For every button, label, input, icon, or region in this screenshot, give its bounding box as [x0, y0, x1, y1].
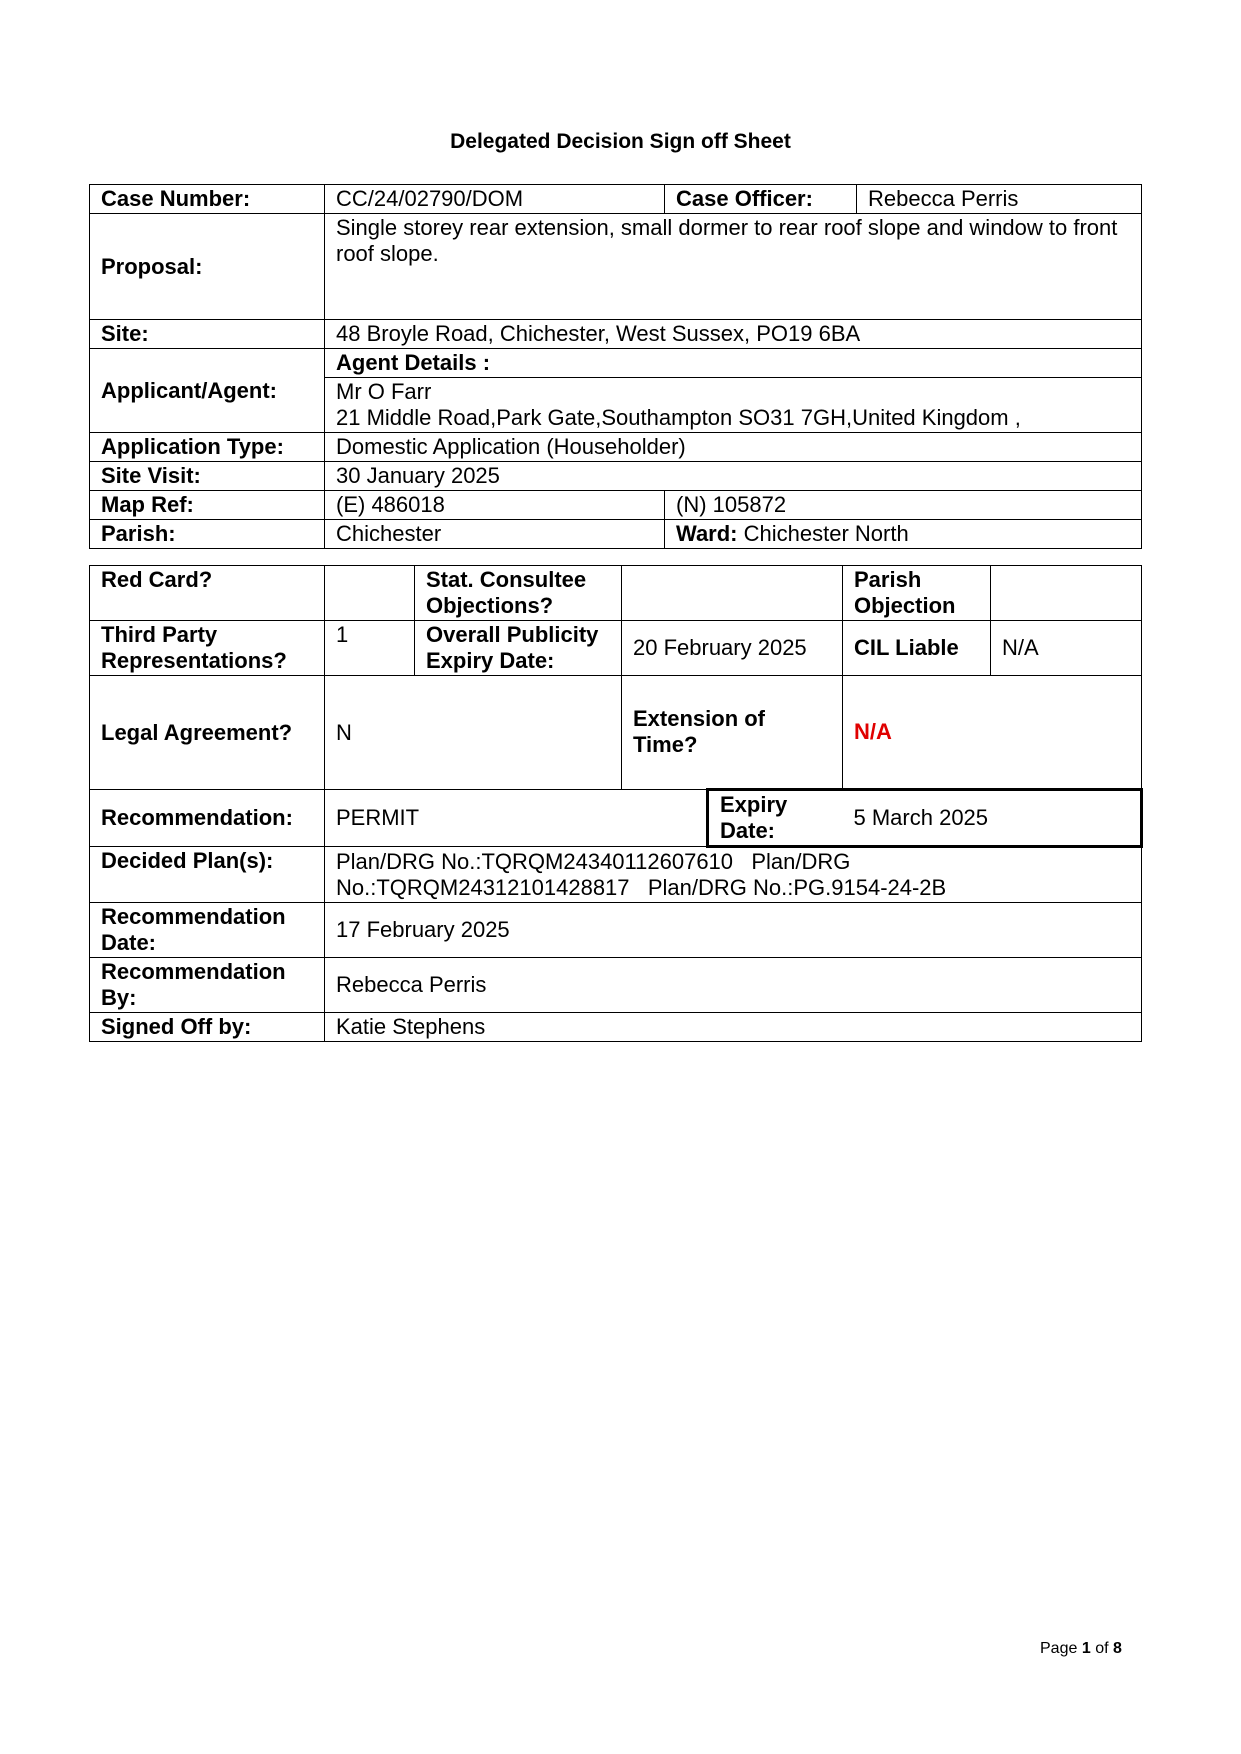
page-current: 1	[1081, 1640, 1091, 1657]
expiry-label: Expiry Date:	[708, 790, 843, 847]
recommendation-value: PERMIT	[325, 790, 708, 847]
case-number-value: CC/24/02790/DOM	[325, 185, 665, 214]
map-ref-northing: (N) 105872	[665, 491, 1142, 520]
parish-label: Parish:	[90, 520, 325, 549]
proposal-value: Single storey rear extension, small dormer to rear roof slope and window to front roof slope.	[325, 214, 1142, 320]
legal-agreement-label: Legal Agreement?	[90, 676, 325, 790]
map-ref-label: Map Ref:	[90, 491, 325, 520]
recommendation-date-value: 17 February 2025	[325, 903, 1142, 958]
extension-value: N/A	[843, 676, 1142, 790]
page-total: 8	[1112, 1640, 1122, 1657]
site-visit-value: 30 January 2025	[325, 462, 1142, 491]
parish-objection-label: Parish Objection	[843, 566, 991, 621]
ward-label: Ward:	[676, 521, 738, 546]
decision-table	[89, 565, 1143, 1042]
ward-cell	[665, 520, 1142, 549]
agent-name: Mr O Farr	[336, 379, 432, 404]
agent-address: 21 Middle Road,Park Gate,Southampton SO31 7GH,United Kingdom ,	[336, 405, 1021, 430]
parish-objection-value	[991, 566, 1142, 621]
recommendation-label: Recommendation:	[90, 790, 325, 847]
agent-details-value	[325, 378, 1142, 433]
stat-consultee-value	[622, 566, 843, 621]
page-number	[1040, 1640, 1122, 1658]
third-party-label: Third Party Representations?	[90, 621, 325, 676]
decided-plans-value: Plan/DRG No.:TQRQM24340112607610 Plan/DRG No.:TQRQM24312101428817 Plan/DRG No.:PG.9154-24-2B	[325, 847, 1142, 903]
case-number-label: Case Number:	[90, 185, 325, 214]
legal-agreement-value: N	[325, 676, 622, 790]
stat-consultee-label: Stat. Consultee Objections?	[415, 566, 622, 621]
extension-label: Extension of Time?	[622, 676, 843, 790]
red-card-value	[325, 566, 415, 621]
red-card-label: Red Card?	[90, 566, 325, 621]
application-type-label: Application Type:	[90, 433, 325, 462]
recommendation-by-label: Recommendation By:	[90, 958, 325, 1013]
case-officer-label: Case Officer:	[665, 185, 857, 214]
site-visit-label: Site Visit:	[90, 462, 325, 491]
map-ref-easting: (E) 486018	[325, 491, 665, 520]
ward-value: Chichester North	[743, 521, 909, 546]
proposal-label: Proposal:	[90, 214, 325, 320]
cil-value: N/A	[991, 621, 1142, 676]
applicant-label: Applicant/Agent:	[90, 349, 325, 433]
parish-value: Chichester	[325, 520, 665, 549]
page-title: Delegated Decision Sign off Sheet	[450, 130, 791, 153]
agent-details-label: Agent Details :	[325, 349, 1142, 378]
third-party-value: 1	[325, 621, 415, 676]
case-details-table	[89, 184, 1142, 549]
site-value: 48 Broyle Road, Chichester, West Sussex, PO19 6BA	[325, 320, 1142, 349]
application-type-value: Domestic Application (Householder)	[325, 433, 1142, 462]
decided-plans-label: Decided Plan(s):	[90, 847, 325, 903]
case-officer-value: Rebecca Perris	[857, 185, 1142, 214]
publicity-expiry-value: 20 February 2025	[622, 621, 843, 676]
publicity-expiry-label: Overall Publicity Expiry Date:	[415, 621, 622, 676]
of-word: of	[1095, 1640, 1109, 1657]
signed-off-label: Signed Off by:	[90, 1013, 325, 1042]
site-label: Site:	[90, 320, 325, 349]
expiry-value: 5 March 2025	[843, 790, 1142, 847]
signed-off-value: Katie Stephens	[325, 1013, 1142, 1042]
cil-label: CIL Liable	[843, 621, 991, 676]
page-word: Page	[1040, 1640, 1078, 1657]
recommendation-date-label: Recommendation Date:	[90, 903, 325, 958]
recommendation-by-value: Rebecca Perris	[325, 958, 1142, 1013]
